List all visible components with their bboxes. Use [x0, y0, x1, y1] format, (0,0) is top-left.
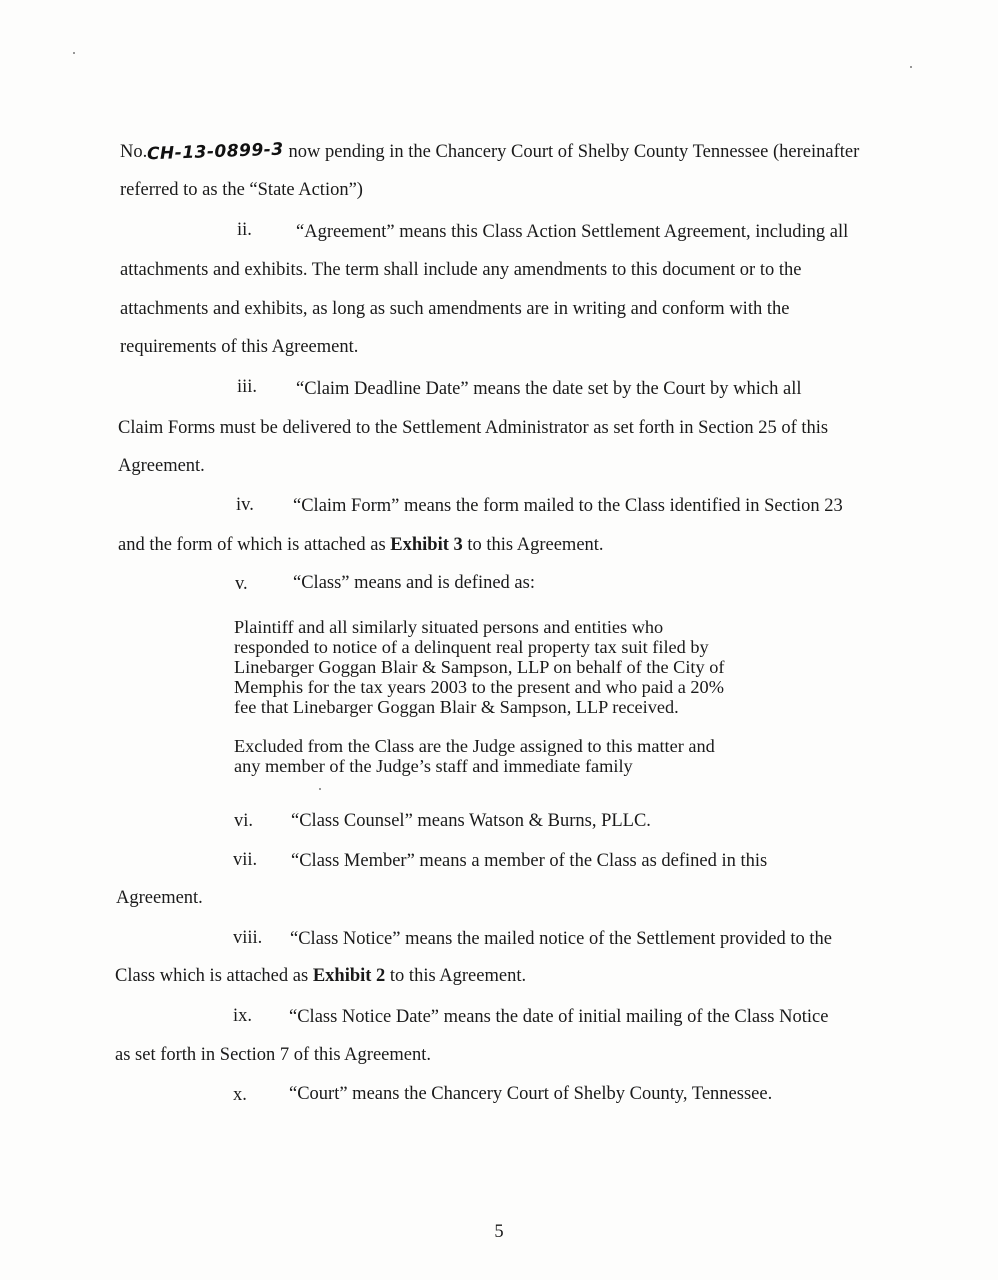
body-text-span: to this Agreement.: [462, 535, 604, 555]
class-definition-block: [234, 617, 774, 717]
item-number: iii.: [237, 377, 258, 397]
body-text-span: Class which is attached as: [115, 966, 313, 986]
page-number: 5: [494, 1222, 504, 1242]
definition-line: responded to notice of a delinquent real property tax suit filed by: [234, 637, 709, 657]
body-text-line: “Class” means and is defined as:: [293, 573, 535, 593]
case-number-prefix: No.: [120, 142, 148, 162]
item-number: ix.: [233, 1006, 253, 1026]
scan-speck: [319, 788, 321, 790]
body-text-line: “Class Notice” means the mailed notice of the Settlement provided to the: [290, 929, 832, 949]
item-number: vii.: [233, 850, 258, 870]
handwritten-case-number: CH-13-0899-3: [146, 139, 285, 165]
item-number: iv.: [236, 495, 254, 515]
body-text-line: Claim Forms must be delivered to the Settlement Administrator as set forth in Section 25 of this: [118, 418, 829, 438]
item-number: x.: [233, 1085, 247, 1105]
body-text-line: “Court” means the Chancery Court of Shelby County, Tennessee.: [289, 1084, 773, 1104]
body-text-line: “Class Counsel” means Watson & Burns, PLLC.: [291, 811, 651, 831]
body-text-line: “Class Notice Date” means the date of initial mailing of the Class Notice: [289, 1007, 829, 1027]
definition-line: fee that Linebarger Goggan Blair & Sampson, LLP received.: [234, 697, 679, 717]
body-text-line: [115, 965, 526, 987]
body-text-line: “Class Member” means a member of the Class as defined in this: [291, 851, 768, 871]
body-text-line: “Claim Deadline Date” means the date set by the Court by which all: [296, 379, 802, 399]
body-text-line: as set forth in Section 7 of this Agreement.: [115, 1045, 431, 1065]
body-text-line: “Claim Form” means the form mailed to the Class identified in Section 23: [293, 496, 843, 516]
body-text-line: referred to as the “State Action”): [120, 180, 363, 200]
item-number: ii.: [237, 220, 252, 240]
body-text-line: Agreement.: [118, 456, 205, 476]
body-text-line: Agreement.: [116, 888, 203, 908]
item-number: vi.: [234, 811, 254, 831]
scan-speck: [910, 66, 912, 68]
definition-line: Linebarger Goggan Blair & Sampson, LLP on behalf of the City of: [234, 657, 725, 677]
case-reference-line: [120, 141, 859, 163]
definition-line: Plaintiff and all similarly situated persons and entities who: [234, 617, 664, 637]
scan-speck: [73, 52, 75, 54]
body-text-span: and the form of which is attached as: [118, 535, 391, 555]
class-exclusion-block: [234, 736, 774, 776]
body-text-line: attachments and exhibits, as long as such amendments are in writing and conform with the: [120, 299, 790, 319]
exhibit-reference: Exhibit 3: [390, 535, 463, 555]
exclusion-line: any member of the Judge’s staff and immediate family: [234, 756, 633, 776]
exclusion-line: Excluded from the Class are the Judge assigned to this matter and: [234, 736, 715, 756]
body-text-line: requirements of this Agreement.: [120, 337, 359, 357]
body-text-line: [118, 534, 604, 556]
exhibit-reference: Exhibit 2: [312, 966, 386, 986]
body-text-line: attachments and exhibits. The term shall include any amendments to this document or to the: [120, 260, 802, 280]
item-number: viii.: [233, 928, 263, 948]
case-reference-text: now pending in the Chancery Court of Shelby County Tennessee (hereinafter: [288, 142, 860, 162]
definition-line: Memphis for the tax years 2003 to the present and who paid a 20%: [234, 677, 724, 697]
item-number: v.: [235, 574, 248, 594]
body-text-line: “Agreement” means this Class Action Settlement Agreement, including all: [296, 222, 849, 242]
body-text-span: to this Agreement.: [385, 966, 527, 986]
